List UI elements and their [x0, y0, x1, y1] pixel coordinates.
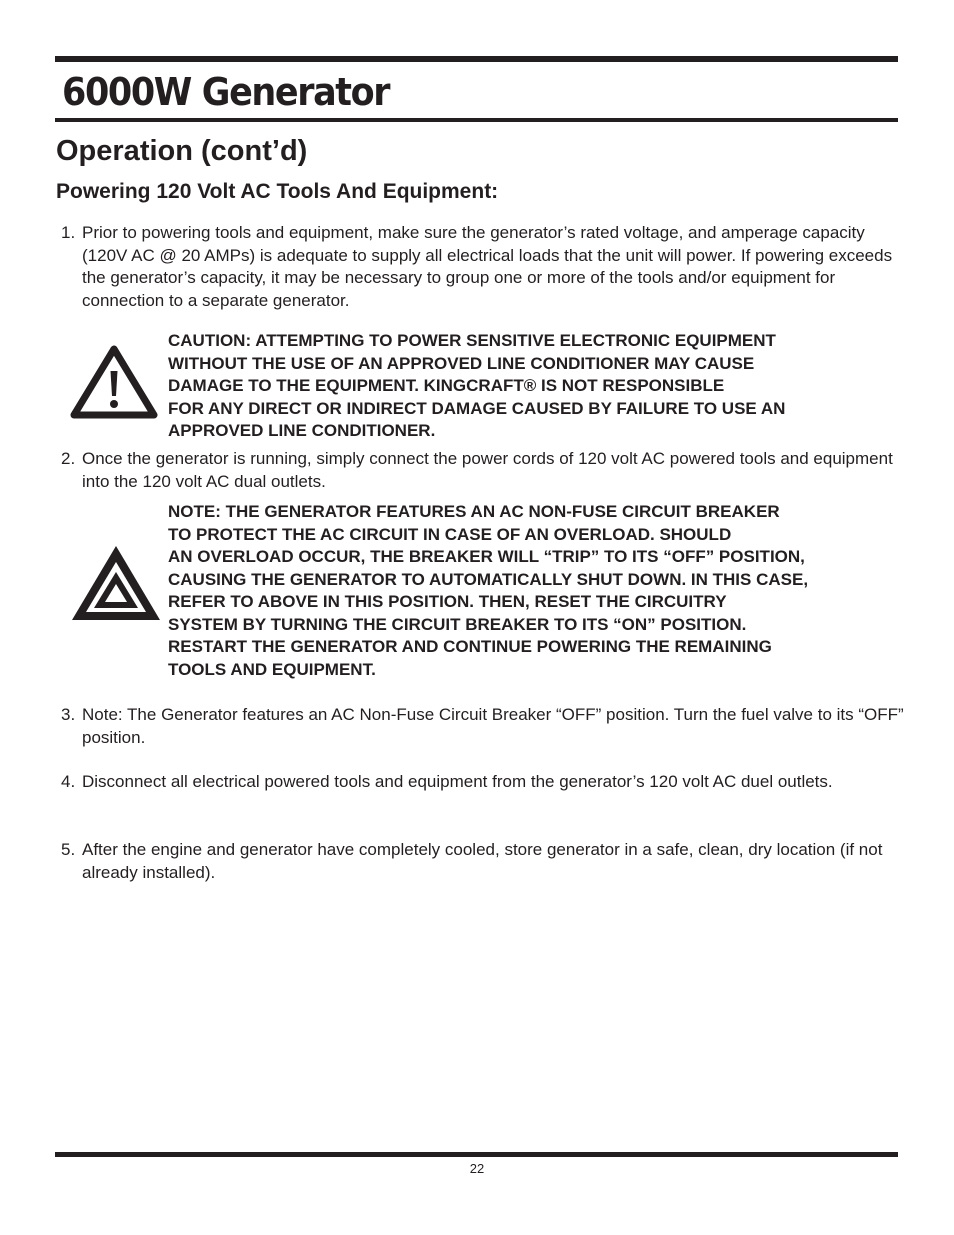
warning-exclamation-icon	[68, 343, 160, 421]
step-number: 4.	[61, 772, 76, 791]
step-text: Disconnect all electrical powered tools and equipment from the generator’s 120 volt AC duel outlets.	[82, 772, 833, 791]
note-triangle-icon	[70, 544, 162, 622]
caution-line: CAUTION: ATTEMPTING TO POWER SENSITIVE ELECTRONIC EQUIPMENT	[168, 331, 776, 350]
step-text: Prior to powering tools and equipment, make sure the generator’s rated voltage, and amperage capacity (120V AC @ 20 AMPs) is adequate to supply all electrical loads that the unit will power. If powering exceeds the generator’s capacity, it may be necessary to group one or more of the tools and/or equipment for connection to a separate generator.	[82, 223, 893, 310]
note-line: NOTE: THE GENERATOR FEATURES AN AC NON-FUSE CIRCUIT BREAKER	[168, 502, 780, 521]
step-number: 2.	[61, 449, 76, 468]
note-notice	[168, 501, 908, 681]
caution-notice	[168, 330, 908, 443]
caution-line: FOR ANY DIRECT OR INDIRECT DAMAGE CAUSED BY FAILURE TO USE AN	[168, 398, 786, 418]
step-text: Once the generator is running, simply connect the power cords of 120 volt AC powered tools and equipment into the 120 volt AC dual outlets.	[82, 449, 893, 491]
step-text: Note: The Generator features an AC Non-Fuse Circuit Breaker “OFF” position. Turn the fuel valve to its “OFF” position.	[82, 705, 904, 747]
note-line: AN OVERLOAD OCCUR, THE BREAKER WILL “TRIP” TO ITS “OFF” POSITION,	[168, 547, 805, 566]
section-subtitle: Powering 120 Volt AC Tools And Equipment:	[56, 180, 499, 203]
note-line: CAUSING THE GENERATOR TO AUTOMATICALLY SHUT DOWN. IN THIS CASE,	[168, 569, 809, 589]
note-line: TO PROTECT THE AC CIRCUIT IN CASE OF AN OVERLOAD. SHOULD	[168, 524, 732, 544]
caution-line: DAMAGE TO THE EQUIPMENT. KINGCRAFT® IS NOT RESPONSIBLE	[168, 376, 725, 395]
header-bottom-rule	[55, 118, 898, 122]
note-line: SYSTEM BY TURNING THE CIRCUIT BREAKER TO ITS “ON” POSITION.	[168, 614, 747, 634]
step-3	[61, 704, 911, 749]
document-title: 6000W Generator	[62, 70, 390, 114]
header-top-rule	[55, 56, 898, 62]
note-line: RESTART THE GENERATOR AND CONTINUE POWERING THE REMAINING	[168, 637, 772, 656]
note-line: REFER TO ABOVE IN THIS POSITION. THEN, RESET THE CIRCUITRY	[168, 592, 727, 611]
step-number: 3.	[61, 705, 76, 724]
note-line: TOOLS AND EQUIPMENT.	[168, 659, 376, 679]
section-title: Operation (cont’d)	[56, 135, 308, 167]
step-5	[61, 839, 911, 884]
step-number: 1.	[61, 223, 76, 242]
step-text: After the engine and generator have completely cooled, store generator in a safe, clean, dry location (if not already installed).	[82, 840, 883, 882]
step-number: 5.	[61, 840, 76, 859]
step-1	[61, 222, 911, 312]
caution-line: WITHOUT THE USE OF AN APPROVED LINE CONDITIONER MAY CAUSE	[168, 353, 755, 373]
step-4	[61, 771, 911, 794]
footer-rule	[55, 1152, 898, 1157]
step-2	[61, 448, 911, 493]
caution-line: APPROVED LINE CONDITIONER.	[168, 421, 436, 440]
page-number: 22	[469, 1161, 485, 1176]
